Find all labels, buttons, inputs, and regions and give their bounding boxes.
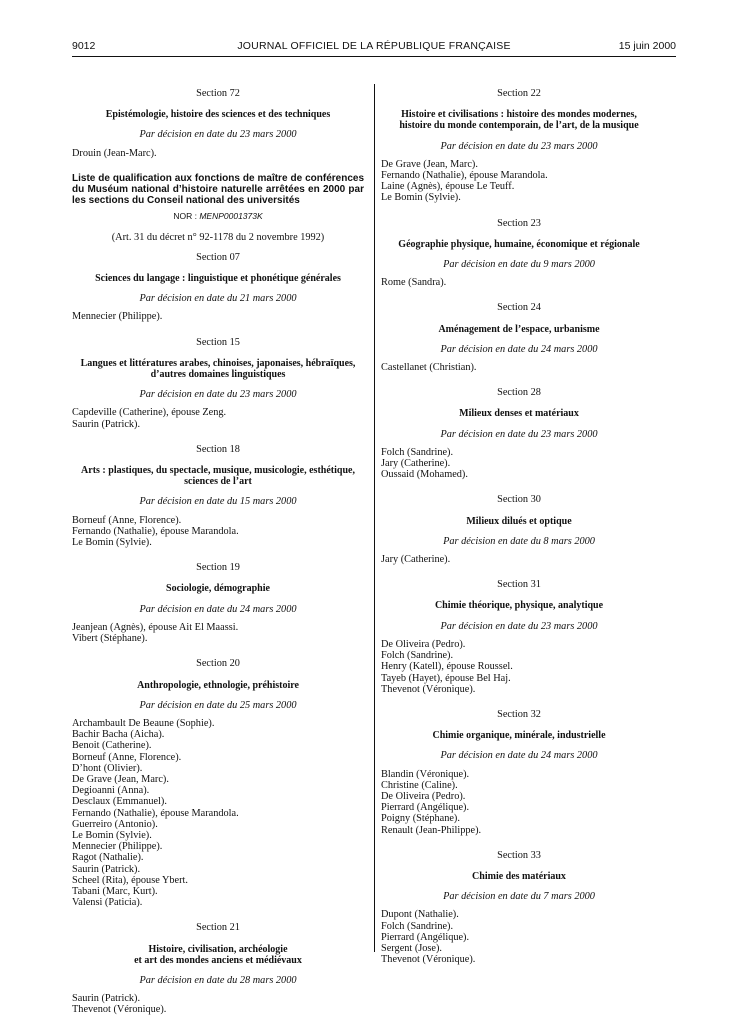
name-entry: Mennecier (Philippe). — [72, 311, 163, 323]
decision-date: Par décision en date du 21 mars 2000 — [139, 293, 297, 305]
name-entry: Vibert (Stéphane). — [72, 633, 148, 645]
name-entry: Le Bomin (Sylvie). — [72, 537, 152, 549]
left-sections — [72, 252, 364, 1016]
section-block — [381, 709, 657, 836]
names-list — [72, 515, 364, 549]
section-title — [381, 324, 657, 335]
section-title-line: Milieux denses et matériaux — [459, 408, 579, 420]
section-block — [381, 579, 657, 695]
section-number: Section 24 — [497, 302, 541, 314]
section-number: Section 31 — [497, 579, 541, 591]
name-entry: Valensi (Paticia). — [72, 897, 143, 909]
name-entry: De Grave (Jean, Marc). — [72, 773, 169, 785]
decision-date: Par décision en date du 25 mars 2000 — [139, 699, 297, 711]
section-title — [72, 465, 364, 487]
section-title-line: Sociologie, démographie — [166, 583, 270, 595]
names-list — [72, 148, 364, 159]
name-entry: Dupont (Nathalie). — [381, 909, 459, 921]
journal-title: JOURNAL OFFICIEL DE LA RÉPUBLIQUE FRANÇAISE — [237, 40, 511, 52]
section-block — [72, 88, 364, 159]
name-entry: Tayeb (Hayet), épouse Bel Haj. — [381, 672, 511, 684]
name-entry: Saurin (Patrick). — [72, 418, 141, 430]
name-entry: Thevenot (Véronique). — [381, 954, 476, 966]
name-entry: Thevenot (Véronique). — [72, 1004, 167, 1016]
section-title-line: Histoire, civilisation, archéologie — [148, 943, 288, 955]
decision-date: Par décision en date du 28 mars 2000 — [139, 974, 297, 986]
section-number: Section 18 — [196, 443, 240, 455]
section-title-line: d’autres domaines linguistiques — [150, 369, 286, 381]
section-title-line: Chimie des matériaux — [472, 870, 566, 882]
name-entry: Jeanjean (Agnès), épouse Ait El Maassi. — [72, 621, 239, 633]
names-list — [72, 993, 364, 1015]
names-list — [381, 277, 657, 288]
name-entry: Capdeville (Catherine), épouse Zeng. — [72, 407, 227, 419]
names-list — [381, 362, 657, 373]
section-block — [381, 88, 657, 204]
nor-label: NOR : — [173, 211, 197, 222]
section-number: Section 30 — [497, 494, 541, 506]
section-block — [381, 302, 657, 373]
section-title — [72, 358, 364, 380]
name-entry: Renault (Jean-Philippe). — [381, 824, 482, 836]
name-entry: De Oliveira (Pedro). — [381, 638, 466, 650]
name-entry: Degioanni (Anna). — [72, 785, 150, 797]
name-entry: Benoit (Catherine). — [72, 740, 152, 752]
decision-date: Par décision en date du 23 mars 2000 — [440, 140, 598, 152]
section-title — [381, 239, 657, 250]
names-list — [72, 622, 364, 644]
name-entry: Le Bomin (Sylvie). — [381, 192, 461, 204]
section-block — [72, 444, 364, 548]
page-number: 9012 — [72, 40, 96, 52]
name-entry: Laine (Agnès), épouse Le Teuff. — [381, 181, 515, 193]
name-entry: Saurin (Patrick). — [72, 863, 141, 875]
column-divider — [374, 84, 375, 952]
name-entry: Ragot (Nathalie). — [72, 852, 144, 864]
page-header — [72, 40, 676, 56]
name-entry: Thevenot (Véronique). — [381, 683, 476, 695]
names-list — [381, 554, 657, 565]
section-block — [72, 337, 364, 430]
article-reference: (Art. 31 du décret n° 92-1178 du 2 novembre 1992) — [111, 231, 325, 243]
section-block — [72, 562, 364, 644]
name-entry: Desclaux (Emmanuel). — [72, 796, 167, 808]
name-entry: De Grave (Jean, Marc). — [381, 158, 478, 170]
section-title — [381, 730, 657, 741]
section-block — [381, 218, 657, 289]
decision-date: Par décision en date du 23 mars 2000 — [139, 389, 297, 401]
section-block — [72, 252, 364, 323]
names-list — [381, 909, 657, 965]
section-title-line: Géographie physique, humaine, économique et régionale — [398, 238, 640, 250]
section-title: Epistémologie, histoire des sciences et des techniques — [105, 109, 331, 121]
name-entry: Tabani (Marc, Kurt). — [72, 885, 158, 897]
name-entry: Mennecier (Philippe). — [72, 841, 163, 853]
section-title — [72, 944, 364, 966]
section-title-line: Anthropologie, ethnologie, préhistoire — [137, 679, 299, 691]
decision-date: Par décision en date du 23 mars 2000 — [139, 129, 297, 141]
section-number: Section 19 — [196, 562, 240, 574]
name-entry: Oussaid (Mohamed). — [381, 469, 468, 481]
left-column — [72, 88, 364, 1030]
section-title-line: Sciences du langage : linguistique et phonétique générales — [95, 273, 341, 285]
decision-date: Par décision en date du 23 mars 2000 — [440, 620, 598, 632]
name-entry: Rome (Sandra). — [381, 277, 447, 289]
section-title — [381, 408, 657, 419]
section-number: Section 33 — [497, 849, 541, 861]
section-title — [381, 600, 657, 611]
name-entry: Fernando (Nathalie), épouse Marandola. — [72, 525, 239, 537]
names-list — [381, 639, 657, 695]
name-entry: Saurin (Patrick). — [72, 993, 141, 1005]
name-entry: Le Bomin (Sylvie). — [72, 829, 152, 841]
decision-date: Par décision en date du 8 mars 2000 — [443, 535, 595, 547]
section-number: Section 23 — [497, 217, 541, 229]
names-list — [72, 311, 364, 322]
section-title-line: Milieux dilués et optique — [466, 515, 572, 527]
section-number: Section 72 — [196, 88, 240, 99]
name-entry: Sergent (Jose). — [381, 942, 443, 954]
nor-code: MENP0001373K — [199, 211, 263, 222]
name-entry: Scheel (Rita), épouse Ybert. — [72, 874, 188, 886]
name-entry: De Oliveira (Pedro). — [381, 790, 466, 802]
list-title: Liste de qualification aux fonctions de maître de conférences du Muséum national d’histoire naturelle arrêtées en 2000 par les sections du Conseil national des universités — [72, 172, 364, 207]
names-list — [381, 159, 657, 204]
section-number: Section 21 — [196, 922, 240, 934]
section-number: Section 22 — [497, 88, 541, 99]
section-block — [381, 494, 657, 565]
section-number: Section 20 — [196, 658, 240, 670]
section-title — [381, 516, 657, 527]
section-number: Section 15 — [196, 336, 240, 348]
section-number: Section 28 — [497, 387, 541, 399]
section-title-line: histoire du monde contemporain, de l’art, de la musique — [399, 120, 639, 132]
name-entry: Folch (Sandrine). — [381, 650, 454, 662]
section-title — [72, 583, 364, 594]
section-title-line: Histoire et civilisations : histoire des mondes modernes, — [401, 109, 637, 121]
publication-date: 15 juin 2000 — [618, 40, 676, 52]
decision-date: Par décision en date du 9 mars 2000 — [443, 259, 595, 271]
section-block — [72, 922, 364, 1015]
section-title-line: Langues et littératures arabes, chinoises, japonaises, hébraïques, — [80, 357, 356, 369]
name-entry: Poigny (Stéphane). — [381, 813, 460, 825]
names-list — [381, 769, 657, 836]
section-title-line: Arts : plastiques, du spectacle, musique, musicologie, esthétique, — [81, 465, 355, 477]
section-title — [72, 273, 364, 284]
name-entry: Borneuf (Anne, Florence). — [72, 514, 182, 526]
decision-date: Par décision en date du 24 mars 2000 — [440, 343, 598, 355]
decision-date: Par décision en date du 15 mars 2000 — [139, 496, 297, 508]
name-entry: Folch (Sandrine). — [381, 446, 454, 458]
section-block — [381, 387, 657, 480]
section-title — [381, 109, 657, 131]
section-title-line: sciences de l’art — [184, 476, 252, 488]
name-entry: Pierrard (Angélique). — [381, 931, 470, 943]
right-column — [381, 88, 657, 979]
name-entry: Borneuf (Anne, Florence). — [72, 751, 182, 763]
names-list — [72, 718, 364, 908]
name-entry: Jary (Catherine). — [381, 458, 451, 470]
decision-date: Par décision en date du 24 mars 2000 — [139, 603, 297, 615]
section-title — [72, 680, 364, 691]
name-entry: D’hont (Olivier). — [72, 762, 143, 774]
section-number: Section 07 — [196, 251, 240, 263]
name-entry: Blandin (Véronique). — [381, 768, 470, 780]
right-sections — [381, 88, 657, 965]
section-title-line: Aménagement de l’espace, urbanisme — [438, 323, 600, 335]
name-entry: Fernando (Nathalie), épouse Marandola. — [381, 170, 548, 182]
name-entry: Jary (Catherine). — [381, 554, 451, 566]
section-number: Section 32 — [497, 708, 541, 720]
name-entry: Christine (Caline). — [381, 779, 458, 791]
name-entry: Henry (Katell), épouse Roussel. — [381, 661, 513, 673]
name-entry: Folch (Sandrine). — [381, 920, 454, 932]
name-entry: Fernando (Nathalie), épouse Marandola. — [72, 807, 239, 819]
section-title — [381, 871, 657, 882]
names-list — [72, 407, 364, 429]
name-entry: Archambault De Beaune (Sophie). — [72, 717, 215, 729]
decision-date: Par décision en date du 7 mars 2000 — [443, 891, 595, 903]
header-rule — [72, 56, 676, 57]
names-list — [381, 447, 657, 481]
name-entry: Pierrard (Angélique). — [381, 802, 470, 814]
section-title-line: Chimie théorique, physique, analytique — [434, 600, 604, 612]
decision-date: Par décision en date du 24 mars 2000 — [440, 750, 598, 762]
name-entry: Guerreiro (Antonio). — [72, 818, 158, 830]
name-entry: Castellanet (Christian). — [381, 362, 477, 374]
section-title-line: Chimie organique, minérale, industrielle — [432, 730, 606, 742]
section-block — [381, 850, 657, 966]
nor-reference — [72, 211, 364, 222]
section-title-line: et art des mondes anciens et médiévaux — [134, 954, 302, 966]
name-entry: Drouin (Jean-Marc). — [72, 147, 157, 159]
name-entry: Bachir Bacha (Aicha). — [72, 729, 165, 741]
section-block — [72, 658, 364, 908]
decision-date: Par décision en date du 23 mars 2000 — [440, 428, 598, 440]
